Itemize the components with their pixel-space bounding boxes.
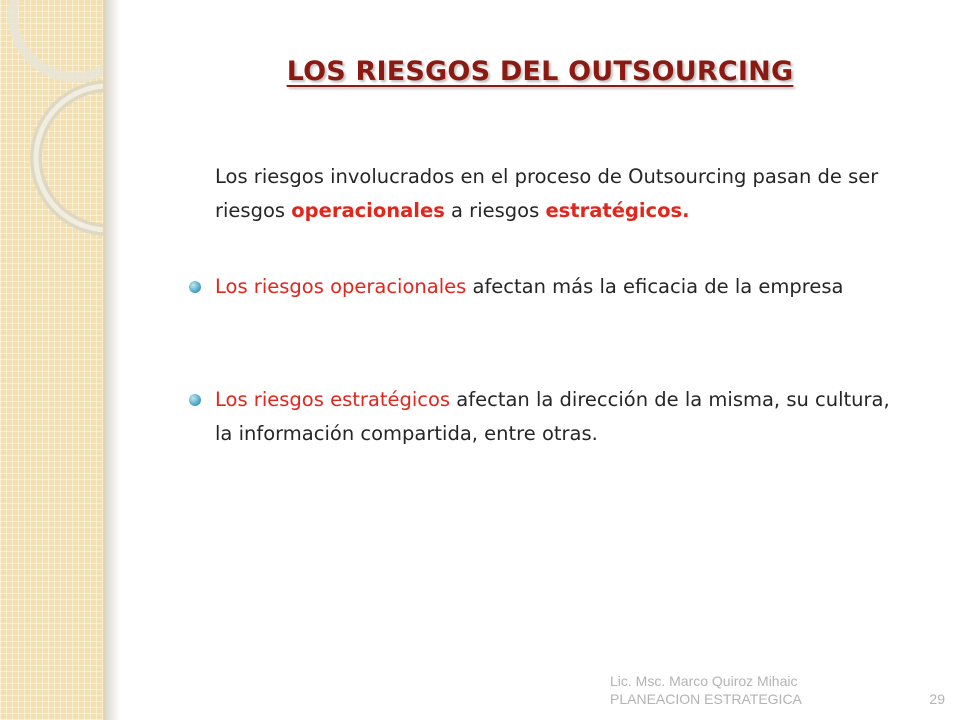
intro-text-part2: a riesgos — [444, 199, 546, 222]
bullet-dot-icon — [189, 281, 201, 293]
slide-footer — [610, 672, 880, 708]
intro-highlight-estrategicos: estratégicos. — [545, 199, 690, 222]
intro-highlight-operacionales: operacionales — [291, 199, 445, 222]
bullet-text: afectan más la eficacia de la empresa — [466, 275, 844, 298]
decorative-ring-middle-highlight — [36, 86, 106, 230]
decorative-rings-graphic — [0, 0, 106, 720]
bullet-item-estrategicos — [215, 383, 895, 451]
bullet-dot-icon — [189, 394, 201, 406]
page-number: 29 — [929, 691, 945, 707]
bullet-highlight: Los riesgos operacionales — [215, 275, 467, 298]
footer-course: PLANEACION ESTRATEGICA — [610, 691, 802, 707]
intro-text-part1: Los riesgos involucrados en el proceso de Outsourcing pasan de ser riesgos — [215, 165, 879, 222]
slide-title: LOS RIESGOS DEL OUTSOURCING — [286, 56, 794, 87]
decorative-ring-middle — [36, 86, 106, 230]
footer-author: Lic. Msc. Marco Quiroz Mihaic — [610, 673, 798, 689]
decorative-ring-top — [13, 0, 106, 77]
decorative-side-strip — [0, 0, 106, 720]
bullet-item-operacionales — [215, 270, 895, 304]
intro-paragraph — [215, 160, 895, 228]
strip-shadow — [106, 0, 120, 720]
bullet-highlight: Los riesgos estratégicos — [215, 388, 451, 411]
bullet-text: afectan la dirección de la misma, su cultura, la información compartida, entre otras. — [215, 388, 890, 445]
